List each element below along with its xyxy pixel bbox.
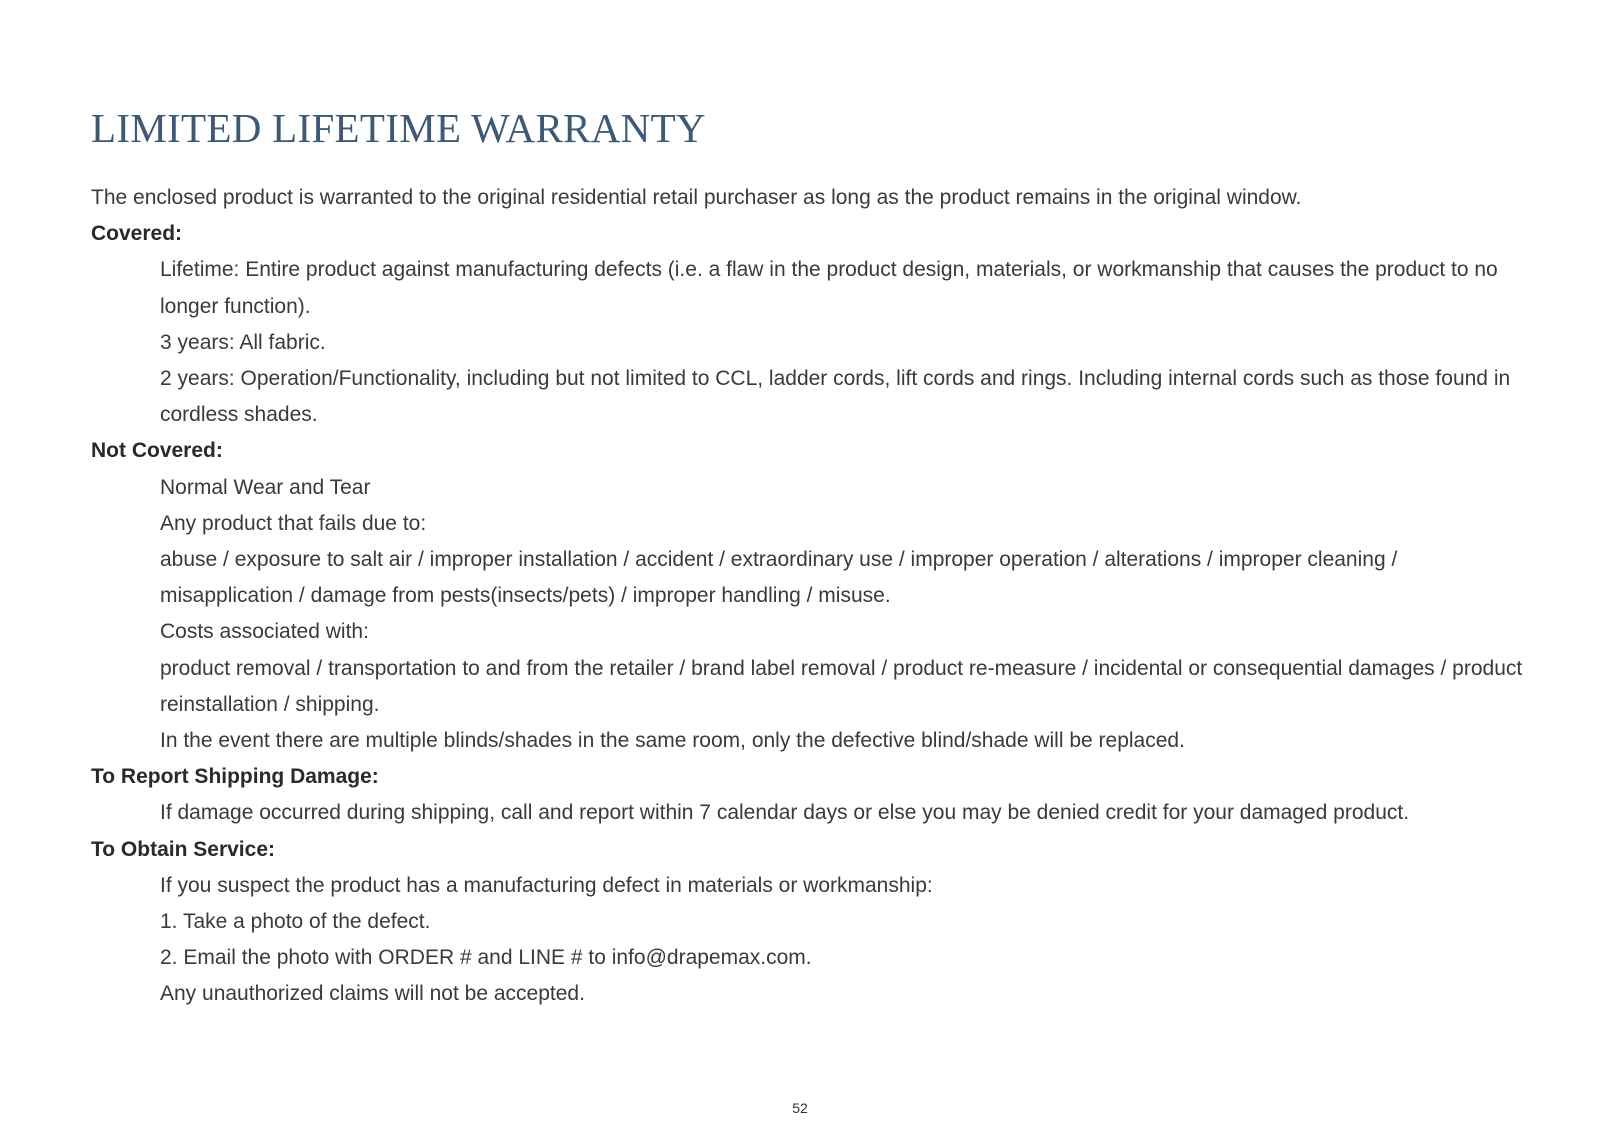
warranty-body (91, 180, 1531, 1013)
not-covered-item-fail-causes: abuse / exposure to salt air / improper installation / accident / extraordinary use / improper operation / alterations / improper cleaning / misapplication / damage from pests(insects/pets) / improper handling / misuse. (160, 548, 1398, 608)
not-covered-heading: Not Covered: (91, 439, 223, 463)
page-number: 52 (792, 1100, 808, 1116)
shipping-damage-item: If damage occurred during shipping, call and report within 7 calendar days or else you may be denied credit for your damaged product. (160, 801, 1410, 825)
page-title: LIMITED LIFETIME WARRANTY (91, 105, 706, 151)
covered-item-lifetime: Lifetime: Entire product against manufacturing defects (i.e. a flaw in the product design, materials, or workmanship that causes the product to no longer function). (160, 258, 1498, 318)
not-covered-item-costs: product removal / transportation to and from the retailer / brand label removal / product re-measure / incidental or consequential damages / product reinstallation / shipping. (160, 656, 1523, 716)
not-covered-item-fails-intro: Any product that fails due to: (160, 511, 427, 535)
obtain-service-note: Any unauthorized claims will not be accepted. (160, 982, 585, 1006)
obtain-service-intro: If you suspect the product has a manufacturing defect in materials or workmanship: (160, 873, 933, 897)
shipping-damage-heading: To Report Shipping Damage: (91, 765, 379, 789)
not-covered-item-multiple-blinds: In the event there are multiple blinds/shades in the same room, only the defective blind/shade will be replaced. (160, 729, 1185, 753)
covered-item-operation: 2 years: Operation/Functionality, including but not limited to CCL, ladder cords, lift cords and rings. Including internal cords such as those found in cordless shades. (160, 367, 1511, 427)
covered-heading: Covered: (91, 222, 183, 246)
not-covered-item-costs-intro: Costs associated with: (160, 620, 369, 644)
obtain-service-step-2: 2. Email the photo with ORDER # and LINE # to info@drapemax.com. (160, 946, 812, 970)
obtain-service-step-1: 1. Take a photo of the defect. (160, 910, 431, 934)
covered-item-fabric: 3 years: All fabric. (160, 330, 326, 354)
not-covered-item-wear: Normal Wear and Tear (160, 475, 371, 499)
intro-paragraph: The enclosed product is warranted to the original residential retail purchaser as long as the product remains in the original window. (91, 186, 1302, 209)
obtain-service-heading: To Obtain Service: (91, 837, 275, 861)
